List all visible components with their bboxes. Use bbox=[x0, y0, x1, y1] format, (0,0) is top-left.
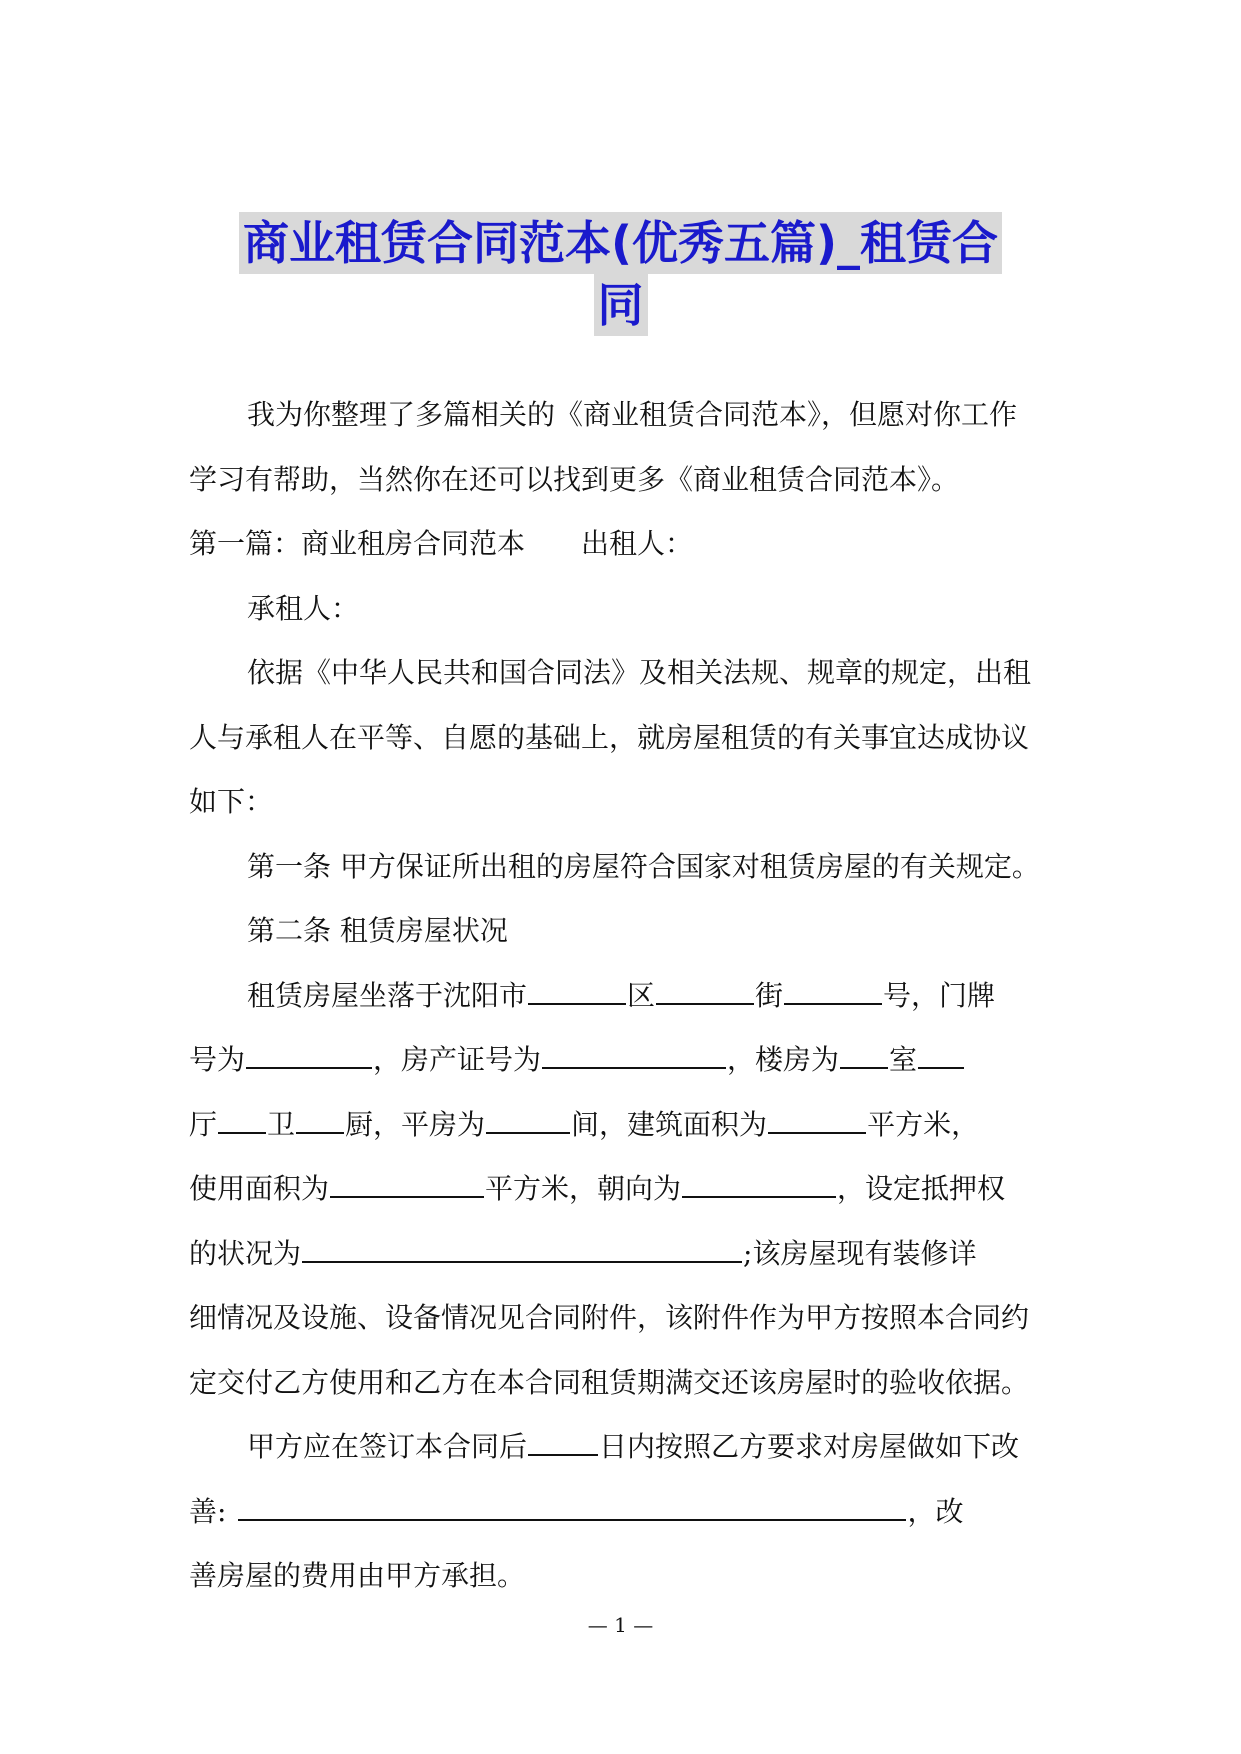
text-segment: 租赁房屋坐落于沈阳市 bbox=[247, 978, 528, 1012]
text-segment: 卫 bbox=[267, 1107, 296, 1141]
blank-building-area bbox=[768, 1106, 866, 1134]
text-segment: 街 bbox=[755, 978, 784, 1012]
blank-baths bbox=[218, 1106, 266, 1134]
text-segment: 区 bbox=[627, 978, 656, 1012]
basis-line-2: 人与承租人在平等、自愿的基础上，就房屋租赁的有关事宜达成协议 bbox=[189, 720, 1030, 754]
document-body bbox=[189, 383, 1059, 1609]
blank-cert-number bbox=[542, 1041, 726, 1069]
text-segment: 号为 bbox=[189, 1043, 246, 1076]
text-segment: ，设定抵押权 bbox=[837, 1172, 1006, 1205]
location-line bbox=[189, 964, 1059, 1029]
blank-kitchens bbox=[296, 1106, 344, 1134]
mortgage-line bbox=[189, 1222, 1059, 1287]
blank-street bbox=[656, 977, 754, 1005]
improvement-line-2 bbox=[189, 1480, 1059, 1545]
text-segment: 室 bbox=[889, 1043, 918, 1076]
layout-line bbox=[189, 1093, 1059, 1158]
text-segment: 平方米， bbox=[867, 1107, 980, 1141]
improvement-line-1 bbox=[189, 1415, 1059, 1480]
blank-orientation bbox=[682, 1170, 836, 1198]
tenant-line: 承租人： bbox=[247, 591, 360, 625]
blank-city-district bbox=[528, 977, 626, 1005]
text-segment: 日内按照乙方要求对房屋做如下改 bbox=[599, 1430, 1020, 1463]
improvement-line-3: 善房屋的费用由甲方承担。 bbox=[189, 1559, 526, 1592]
property-cert-line bbox=[189, 1028, 1059, 1093]
blank-halls bbox=[918, 1041, 964, 1069]
blank-days bbox=[528, 1428, 598, 1456]
blank-door-number bbox=[246, 1041, 372, 1069]
article-1: 第一条 甲方保证所出租的房屋符合国家对租赁房屋的有关规定。 bbox=[247, 849, 1040, 883]
text-segment: ，房产证号为 bbox=[373, 1043, 542, 1076]
article-2-heading: 第二条 租赁房屋状况 bbox=[247, 914, 508, 947]
section-heading-1: 第一篇：商业租房合同范本 出租人： bbox=[189, 527, 694, 560]
intro-line-1: 我为你整理了多篇相关的《商业租赁合同范本》，但愿对你工作 bbox=[247, 398, 1018, 431]
text-segment: 善: bbox=[189, 1494, 227, 1528]
title-line-2: 同 bbox=[594, 274, 648, 336]
blank-bungalow-rooms bbox=[486, 1106, 570, 1134]
text-segment: 厅 bbox=[189, 1107, 218, 1141]
text-segment: ，改 bbox=[907, 1494, 964, 1528]
document-title bbox=[0, 212, 1241, 336]
appendix-line-1: 细情况及设施、设备情况见合同附件，该附件作为甲方按照本合同约 bbox=[189, 1301, 1030, 1334]
text-segment: 平方米，朝向为 bbox=[485, 1172, 682, 1205]
blank-number bbox=[784, 977, 882, 1005]
text-segment: 使用面积为 bbox=[189, 1172, 330, 1205]
appendix-line-2: 定交付乙方使用和乙方在本合同租赁期满交还该房屋时的验收依据。 bbox=[189, 1365, 1030, 1399]
page-number: — 1 — bbox=[587, 1613, 654, 1637]
usage-area-line bbox=[189, 1157, 1059, 1222]
blank-mortgage-status bbox=[302, 1235, 742, 1263]
blank-rooms bbox=[840, 1041, 888, 1069]
blank-improvements bbox=[238, 1493, 906, 1521]
text-segment: 甲方应在签订本合同后 bbox=[247, 1430, 528, 1463]
text-segment: ;该房屋现有装修详 bbox=[743, 1236, 977, 1270]
text-segment: 号，门牌 bbox=[883, 978, 996, 1012]
text-segment: 的状况为 bbox=[189, 1236, 302, 1270]
text-segment: 间，建筑面积为 bbox=[571, 1107, 768, 1141]
blank-usable-area bbox=[330, 1170, 484, 1198]
title-line-1: 商业租赁合同范本(优秀五篇)_租赁合 bbox=[239, 212, 1002, 274]
text-segment: ，楼房为 bbox=[727, 1043, 840, 1076]
basis-line-3: 如下： bbox=[189, 785, 274, 818]
intro-line-2: 学习有帮助，当然你在还可以找到更多《商业租赁合同范本》。 bbox=[189, 462, 960, 496]
basis-line-1: 依据《中华人民共和国合同法》及相关法规、规章的规定，出租 bbox=[247, 656, 1032, 689]
text-segment: 厨，平房为 bbox=[345, 1107, 486, 1141]
